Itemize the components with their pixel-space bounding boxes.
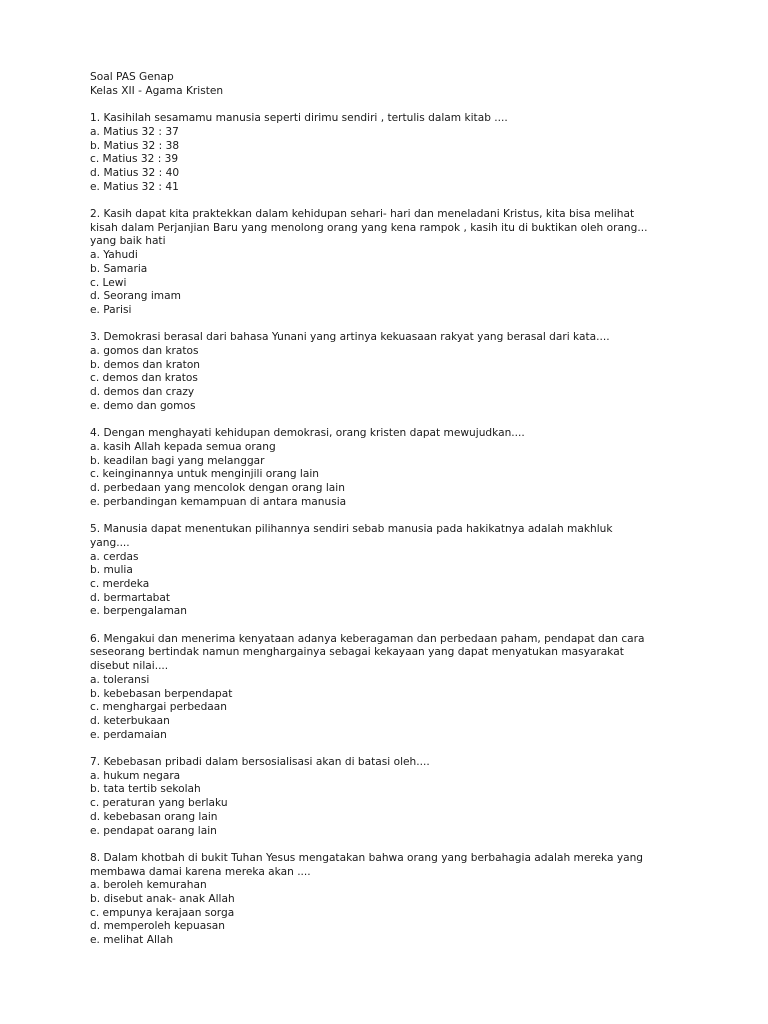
option-c: c. Matius 32 : 39 <box>90 153 179 166</box>
option-b: b. Samaria <box>90 262 148 275</box>
option-a: a. gomos dan kratos <box>90 345 199 358</box>
option-c: c. keinginannya untuk menginjili orang lain <box>90 468 320 481</box>
question-5 <box>90 523 728 619</box>
option-e: e. Parisi <box>90 303 132 316</box>
question-text: 1. Kasihilah sesamamu manusia seperti dirimu sendiri , tertulis dalam kitab .... <box>90 112 508 125</box>
document-subtitle: Kelas XII - Agama Kristen <box>90 84 224 97</box>
question-4 <box>90 427 728 509</box>
option-e: e. demo dan gomos <box>90 399 196 412</box>
option-c: c. empunya kerajaan sorga <box>90 906 235 919</box>
option-b: b. keadilan bagi yang melanggar <box>90 454 265 467</box>
option-a: a. Yahudi <box>90 249 138 262</box>
option-a: a. Matius 32 : 37 <box>90 125 179 138</box>
question-7 <box>90 756 728 838</box>
option-a: a. beroleh kemurahan <box>90 879 207 892</box>
option-b: b. tata tertib sekolah <box>90 783 201 796</box>
option-c: c. merdeka <box>90 577 150 590</box>
option-a: a. kasih Allah kepada semua orang <box>90 440 276 453</box>
question-3 <box>90 331 728 413</box>
option-c: c. peraturan yang berlaku <box>90 797 228 810</box>
option-e: e. pendapat oarang lain <box>90 824 217 837</box>
option-d: d. perbedaan yang mencolok dengan orang lain <box>90 482 345 495</box>
option-c: c. Lewi <box>90 276 127 289</box>
option-a: a. hukum negara <box>90 769 181 782</box>
question-text: 7. Kebebasan pribadi dalam bersosialisasi akan di batasi oleh.... <box>90 756 430 769</box>
option-b: b. demos dan kraton <box>90 358 201 371</box>
option-d: d. kebebasan orang lain <box>90 810 218 823</box>
option-d: d. memperoleh kepuasan <box>90 920 225 933</box>
question-2 <box>90 208 728 318</box>
option-c: c. demos dan kratos <box>90 372 198 385</box>
question-text: 5. Manusia dapat menentukan pilihannya sendiri sebab manusia pada hakikatnya adalah makhluk yang.... <box>90 523 613 549</box>
question-text: 8. Dalam khotbah di bukit Tuhan Yesus mengatakan bahwa orang yang berbahagia adalah mereka yang membawa damai karena mereka akan .... <box>90 851 644 878</box>
document-title: Soal PAS Genap <box>90 71 174 83</box>
option-e: e. berpengalaman <box>90 605 187 618</box>
question-1 <box>90 112 728 194</box>
option-d: d. bermartabat <box>90 591 171 604</box>
option-e: e. perdamaian <box>90 728 167 741</box>
option-b: b. Matius 32 : 38 <box>90 139 180 152</box>
question-text: 3. Demokrasi berasal dari bahasa Yunani yang artinya kekuasaan rakyat yang berasal dari kata.... <box>90 331 610 344</box>
option-d: d. demos dan crazy <box>90 386 195 399</box>
question-text: 2. Kasih dapat kita praktekkan dalam kehidupan sehari- hari dan meneladani Kristus, kita bisa melihat kisah dalam Perjanjian Baru yang menolong orang yang kena rampok , kasih itu di buktikan oleh orang... yang baik hati <box>90 208 648 248</box>
question-text: 4. Dengan menghayati kehidupan demokrasi, orang kristen dapat mewujudkan.... <box>90 427 525 440</box>
option-e: e. Matius 32 : 41 <box>90 180 179 193</box>
option-c: c. menghargai perbedaan <box>90 701 227 714</box>
option-d: d. Matius 32 : 40 <box>90 166 180 179</box>
question-8 <box>90 852 728 948</box>
option-a: a. toleransi <box>90 673 150 686</box>
option-d: d. Seorang imam <box>90 290 181 303</box>
option-e: e. perbandingan kemampuan di antara manusia <box>90 495 347 508</box>
option-d: d. keterbukaan <box>90 714 170 727</box>
option-b: b. kebebasan berpendapat <box>90 687 233 700</box>
option-b: b. disebut anak- anak Allah <box>90 893 235 906</box>
question-text: 6. Mengakui dan menerima kenyataan adanya keberagaman dan perbedaan paham, pendapat dan cara seseorang bertindak namun menghargainya sebagai kekayaan yang dapat menyatukan masyarakat disebut nilai.... <box>90 632 645 673</box>
option-b: b. mulia <box>90 564 133 577</box>
option-e: e. melihat Allah <box>90 934 174 947</box>
question-6 <box>90 633 728 743</box>
option-a: a. cerdas <box>90 550 139 563</box>
